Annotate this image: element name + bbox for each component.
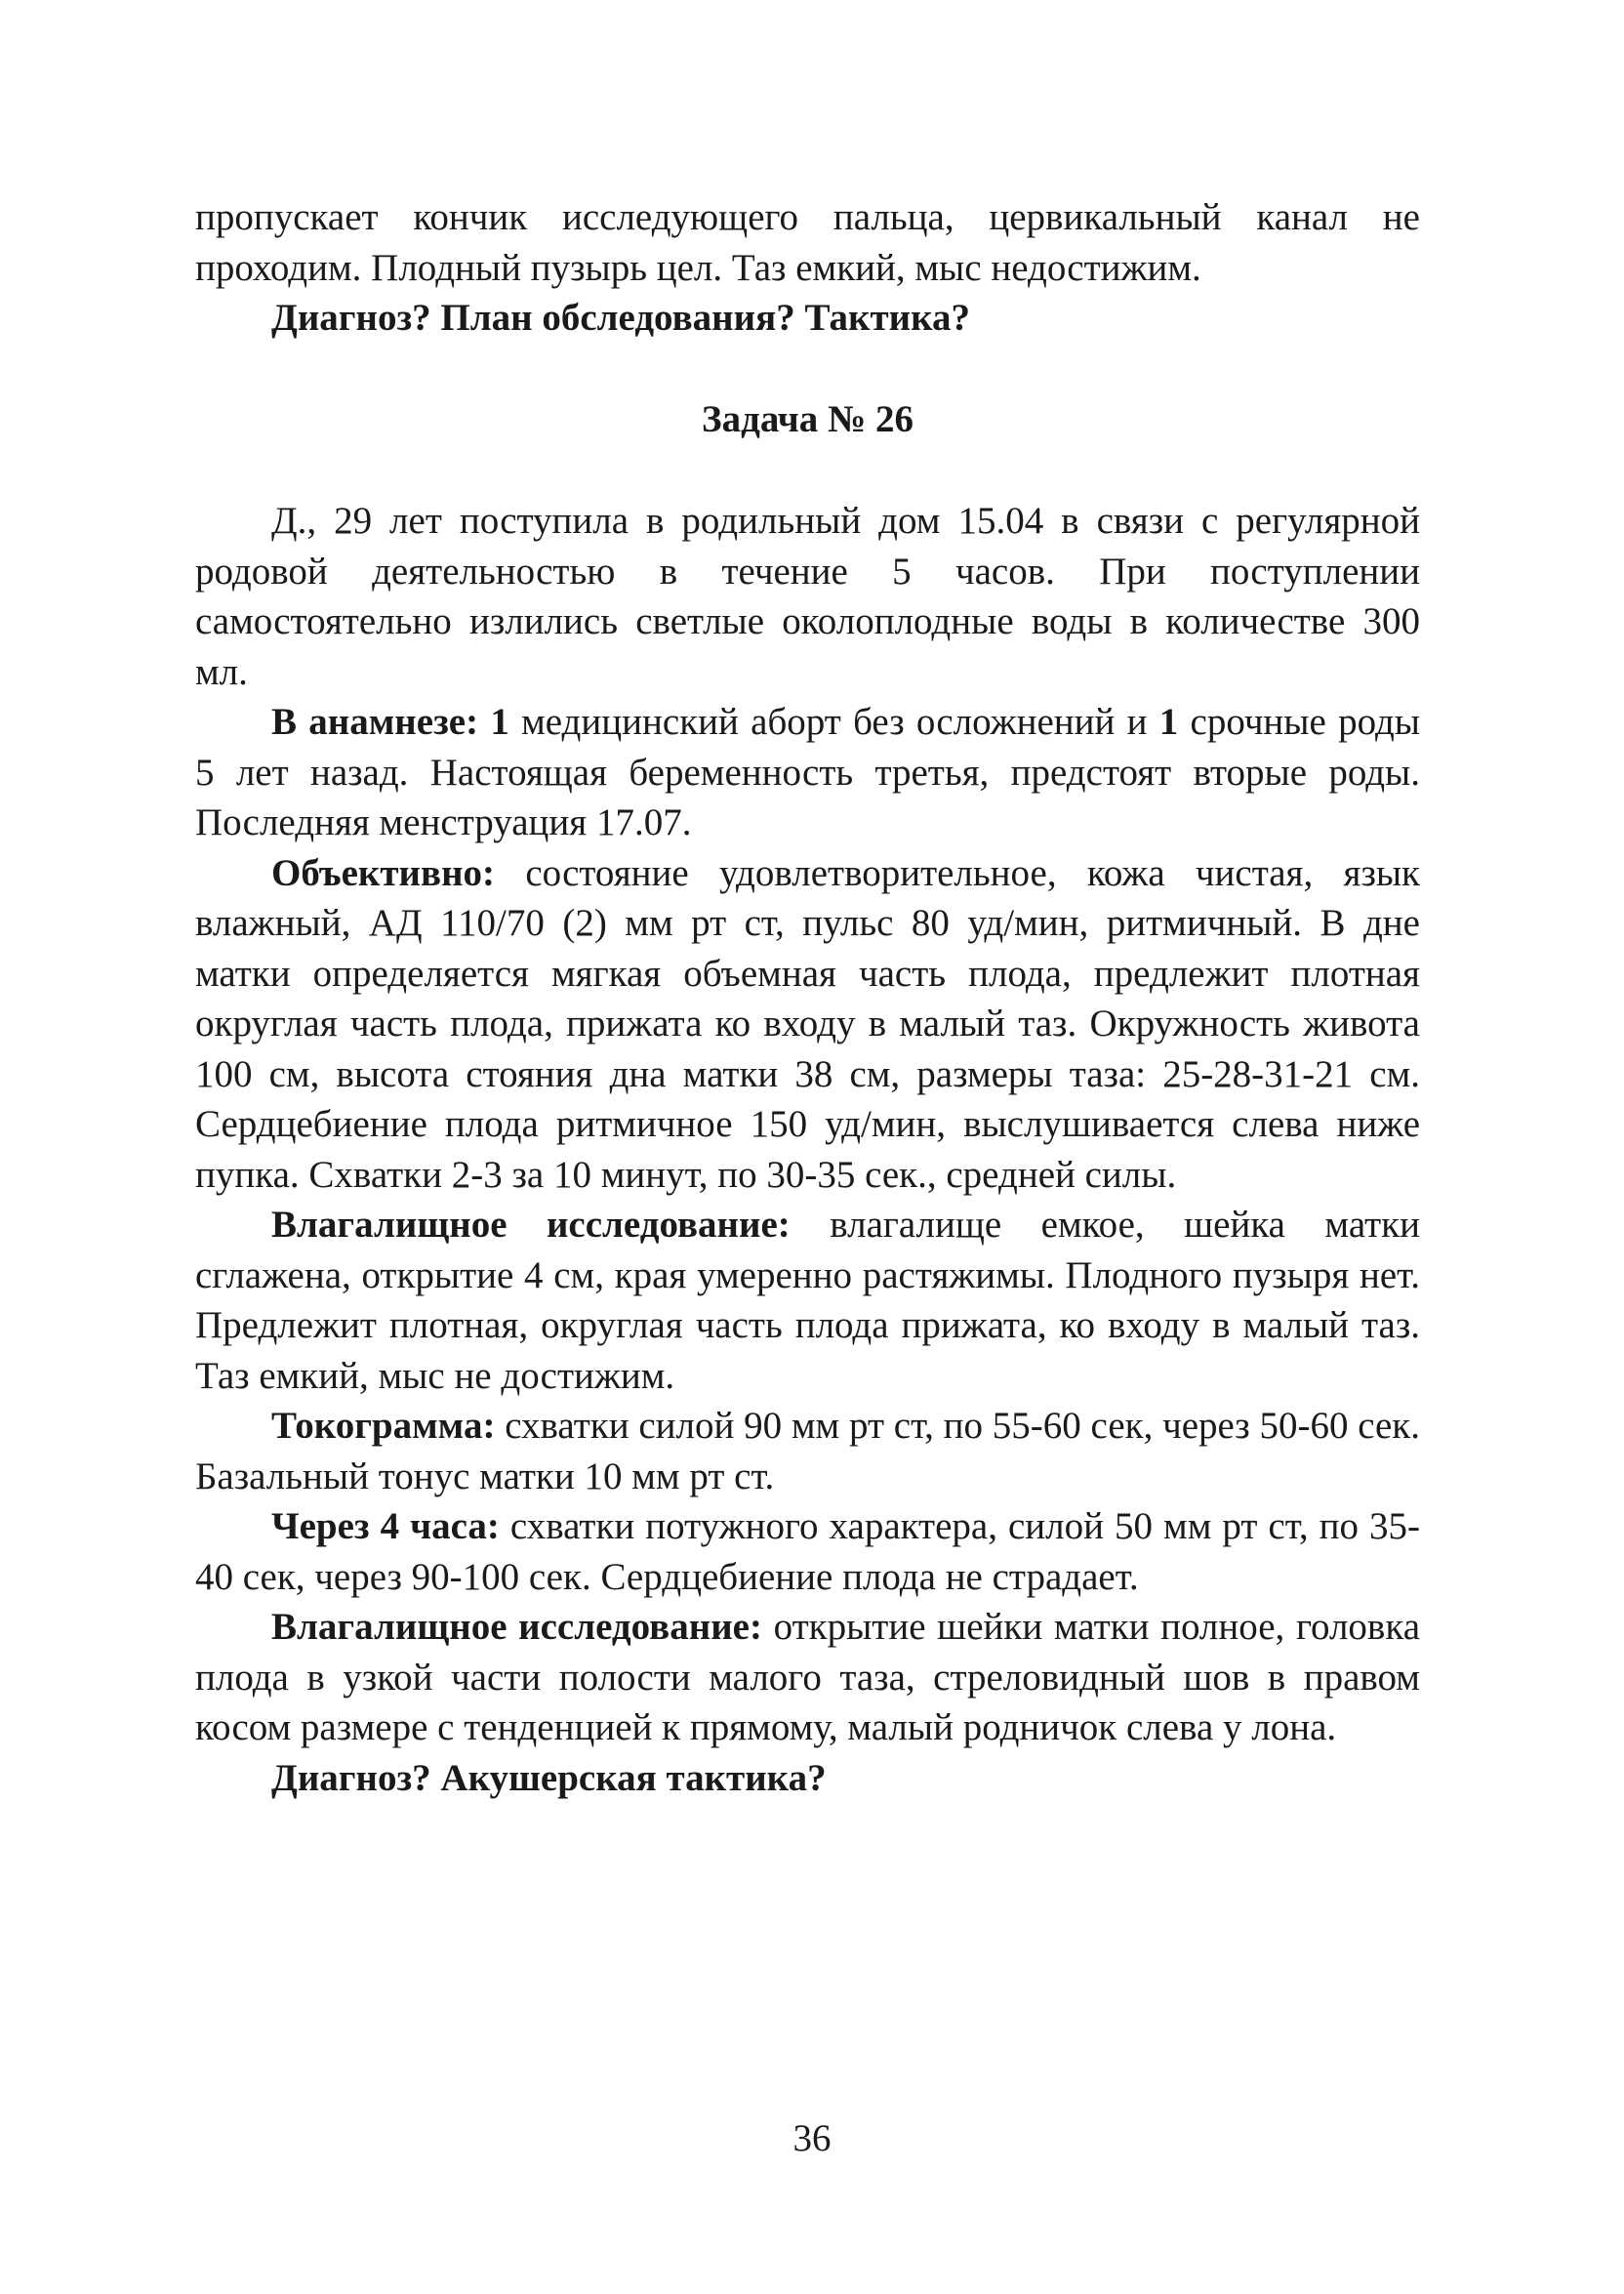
vaginal-exam-2-paragraph (195, 1602, 1420, 1753)
tocogram-text: схватки силой 90 мм рт ст, по 55-60 сек, через 50-60 сек. Базальный тонус матки 10 мм рт ст. (195, 1405, 1420, 1497)
tocogram-paragraph (195, 1401, 1420, 1501)
anamnesis-paragraph (195, 697, 1420, 848)
anamnesis-num-2: 1 (1158, 701, 1179, 743)
prev-task-block (195, 192, 1420, 344)
vaginal-exam-1-label: Влагалищное исследование: (271, 1204, 791, 1246)
objective-paragraph (195, 848, 1420, 1201)
vaginal-exam-1-text: влагалище емкое, шейка матки сглажена, открытие 4 см, края умеренно растяжимы. Плодного пузыря нет. Предлежит плотная, округлая часть плода прижата, ко входу в малый таз. Таз емкий, мыс не достижим. (195, 1204, 1421, 1397)
task-heading-block (195, 394, 1420, 445)
task-intro: Д., 29 лет поступила в родильный дом 15.04 в связи с регулярной родовой деятельностью в течение 5 часов. При поступлении самостоятельно излились светлые околоплодные воды в количестве 300 мл. (195, 500, 1420, 693)
page-number: 36 (792, 2117, 832, 2159)
tocogram-label: Токограмма: (271, 1405, 496, 1447)
prev-task-question: Диагноз? План обследования? Тактика? (271, 297, 970, 339)
vaginal-exam-2-label: Влагалищное исследование: (271, 1606, 762, 1648)
anamnesis-label: В анамнезе: (271, 701, 479, 743)
anamnesis-text-2: медицинский аборт без осложнений и (508, 701, 1159, 743)
anamnesis-num-1: 1 (490, 701, 509, 743)
anamnesis-text-3: срочные роды 5 лет назад. Настоящая беременность третья, предстоят вторые роды. Последняя менструация 17.07. (195, 701, 1420, 843)
prev-task-text: пропускает кончик исследующего пальца, цервикальный канал не проходим. Плодный пузырь цел. Таз емкий, мыс недостижим. (195, 196, 1420, 289)
task-body (195, 496, 1420, 1803)
objective-label: Объективно: (271, 851, 496, 894)
after-4h-text: схватки потужного характера, силой 50 мм рт ст, по 35-40 сек, через 90-100 сек. Сердцебиение плода не страдает. (195, 1505, 1420, 1598)
task-question: Диагноз? Акушерская тактика? (271, 1756, 827, 1799)
anamnesis-text-1 (478, 701, 490, 743)
vaginal-exam-2-text: открытие шейки матки полное, головка плода в узкой части полости малого таза, стреловидный шов в правом косом размере с тенденцией к прямому, малый родничок слева у лона. (195, 1606, 1421, 1748)
objective-text: состояние удовлетворительное, кожа чистая, язык влажный, АД 110/70 (2) мм рт ст, пульс 80 уд/мин, ритмичный. В дне матки определяется мягкая объемная часть плода, предлежит плотная округлая часть плода, прижата ко входу в малый таз. Окружность живота 100 см, высота стояния дна матки 38 см, размеры таза: 25-28-31-21 см. Сердцебиение плода ритмичное 150 уд/мин, выслушивается слева ниже пупка. Схватки 2-3 за 10 минут, по 30-35 сек., средней силы. (195, 851, 1420, 1196)
after-4h-label: Через 4 часа: (271, 1505, 500, 1547)
after-4h-paragraph (195, 1501, 1420, 1602)
vaginal-exam-1-paragraph (195, 1200, 1420, 1401)
task-heading: Задача № 26 (702, 398, 914, 440)
